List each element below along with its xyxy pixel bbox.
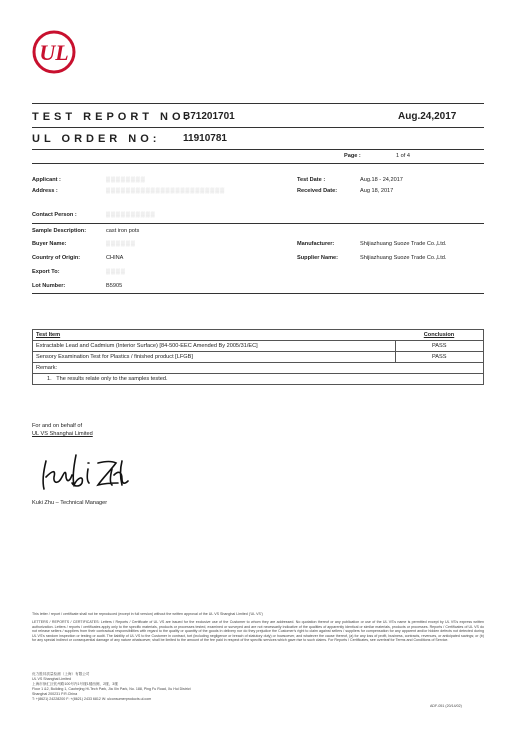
svg-text:UL: UL xyxy=(39,40,69,65)
header-rule-top xyxy=(32,103,484,104)
table-row xyxy=(33,352,484,363)
test-report-no: B71201701 xyxy=(183,111,235,122)
ul-order-no: 11910781 xyxy=(183,133,227,144)
footer-address-cn1: 优力胜邦质量检测（上海）有限公司 xyxy=(32,672,90,676)
footer-contact: T: +(8621) 24228200 F: +(8621) 2433 6812 W: ulconsumerproducts.ul.com xyxy=(32,697,152,701)
export-label: Export To: xyxy=(32,269,60,275)
test-item-cell: Extractable Lead and Cadmium (Interior Surface) [84-500-EEC Amended By 2005/31/EC] xyxy=(33,341,396,352)
applicant-value-redacted: ▒▒▒▒▒▒▒▒ xyxy=(106,177,146,183)
sample-desc-label: Sample Description: xyxy=(32,228,87,234)
origin-label: Country of Origin: xyxy=(32,255,81,261)
conclusion-cell: PASS xyxy=(395,341,484,352)
export-value-redacted: ▒▒▒▒ xyxy=(106,269,126,275)
remark-item-row xyxy=(33,374,484,385)
sample-desc: cast iron pots xyxy=(106,228,140,234)
buyer-value-redacted: ▒▒▒▒▒▒ xyxy=(106,241,136,247)
remark-label: Remark: xyxy=(33,363,484,374)
received-date: Aug 18, 2017 xyxy=(360,188,394,194)
page-value: 1 of 4 xyxy=(396,153,410,159)
remark-text: The results relate only to the samples tested. xyxy=(56,376,168,382)
footer-address-cn2: 上海市徐汇区钦州路100号内1号楼1楼西侧，2楼，3楼 xyxy=(32,682,118,686)
lot: B5905 xyxy=(106,283,123,289)
footer-disclaimer-2: LETTERS / REPORTS / CERTIFICATES: Letters / Reports / Certificate of UL VS are issued for the exclusive use of the Customer to whom they are addressed. No quotation thereof or any publication or use of the UL VS's name is permitted except by UL VS's express written authorization. Letters / reports / certificates apply only to the specific materials, products or processes tested, examined or surveyed and are not necessarily indicative of the qualities of apparently identical or similar materials, products or processes. Reports / Certificates of UL VS do not release sellers / suppliers from their contractual responsibilities with regard to the quality or quantity of the goods in delivery nor do they prejudice the Customer's right to claim against sellers / suppliers for compensation for any apparent and/or hidden defects not detected during UL VS's random inspection or testing or audit. The liability of UL VS to the Customer in contract, tort (including negligence or breach of statutory duty) or howsoever, and whatever the cause thereof, (a) for any loss of profit, business, contracts, revenues, or anticipated savings; or (b) for any special indirect or consequential damage of any nature whatsoever, shall be limited to the amount of the fee paid in respect of the specific services which gave rise to such claims. For Reports / Certificates, see overleaf for Terms and Conditions of Service. xyxy=(32,620,484,643)
col-conclusion: Conclusion xyxy=(423,332,455,338)
applicant-label: Applicant : xyxy=(32,177,61,183)
received-date-label: Received Date: xyxy=(297,188,338,194)
test-item-cell: Sensory Examination Test for Plastics / finished product [LFGB] xyxy=(33,352,396,363)
doc-code: ADF-051 (20/14/02) xyxy=(430,704,462,708)
supplier: Shijiazhuang Suoze Trade Co.,Ltd. xyxy=(360,255,447,261)
ul-logo-icon xyxy=(32,30,76,74)
footer-address-en1: UL VS Shanghai Limited xyxy=(32,677,72,681)
origin: CHINA xyxy=(106,255,124,261)
test-report-label: TEST REPORT NO: xyxy=(32,111,193,123)
col-test-item: Test Item xyxy=(36,332,61,338)
header-rule-bottom xyxy=(32,149,484,150)
results-header-row xyxy=(33,330,484,341)
results-table xyxy=(32,329,484,385)
manufacturer-label: Manufacturer: xyxy=(297,241,335,247)
contact-value-redacted: ▒▒▒▒▒▒▒▒▒▒ xyxy=(106,212,156,218)
remark-number: 1. xyxy=(47,376,52,382)
contact-rule xyxy=(32,223,484,224)
buyer-label: Buyer Name: xyxy=(32,241,67,247)
footer-disclaimer-1: This letter / report / certificate shall not be reproduced (except in full version) without the written approval of the UL VS Shanghai Limited ('UL VS') xyxy=(32,612,263,616)
footer-address-en3: Shanghai 200231 P.R.China xyxy=(32,692,78,696)
conclusion-cell: PASS xyxy=(395,352,484,363)
table-row xyxy=(33,341,484,352)
lot-label: Lot Number: xyxy=(32,283,66,289)
address-label: Address : xyxy=(32,188,58,194)
signer-name: Kuki Zhu – Technical Manager xyxy=(32,500,108,506)
contact-label: Contact Person : xyxy=(32,212,77,218)
test-date-label: Test Date : xyxy=(297,177,326,183)
header-rule-mid xyxy=(32,127,484,128)
ul-order-label: UL ORDER NO: xyxy=(32,133,161,145)
remark-row xyxy=(33,363,484,374)
signature-company: UL VS Shanghai Limited xyxy=(32,431,93,437)
for-behalf-text: For and on behalf of xyxy=(32,423,83,429)
report-date: Aug.24,2017 xyxy=(398,111,457,122)
footer-address-en2: Floor 1 &2, Building 1, Caohejing Hi-Tech Park, Jia Xin Park, No. 188, Ping Fu Road, Xu Hui District xyxy=(32,687,191,691)
address-value-redacted: ▒▒▒▒▒▒▒▒▒▒▒▒▒▒▒▒▒▒▒▒▒▒▒▒ xyxy=(106,188,226,194)
page-rule xyxy=(32,163,484,164)
supplier-label: Supplier Name: xyxy=(297,255,339,261)
test-date: Aug.18 - 24,2017 xyxy=(360,177,403,183)
page-label: Page : xyxy=(344,153,361,159)
handwritten-signature xyxy=(36,447,136,495)
manufacturer: Shijiazhuang Suoze Trade Co.,Ltd. xyxy=(360,241,447,247)
sample-rule xyxy=(32,293,484,294)
